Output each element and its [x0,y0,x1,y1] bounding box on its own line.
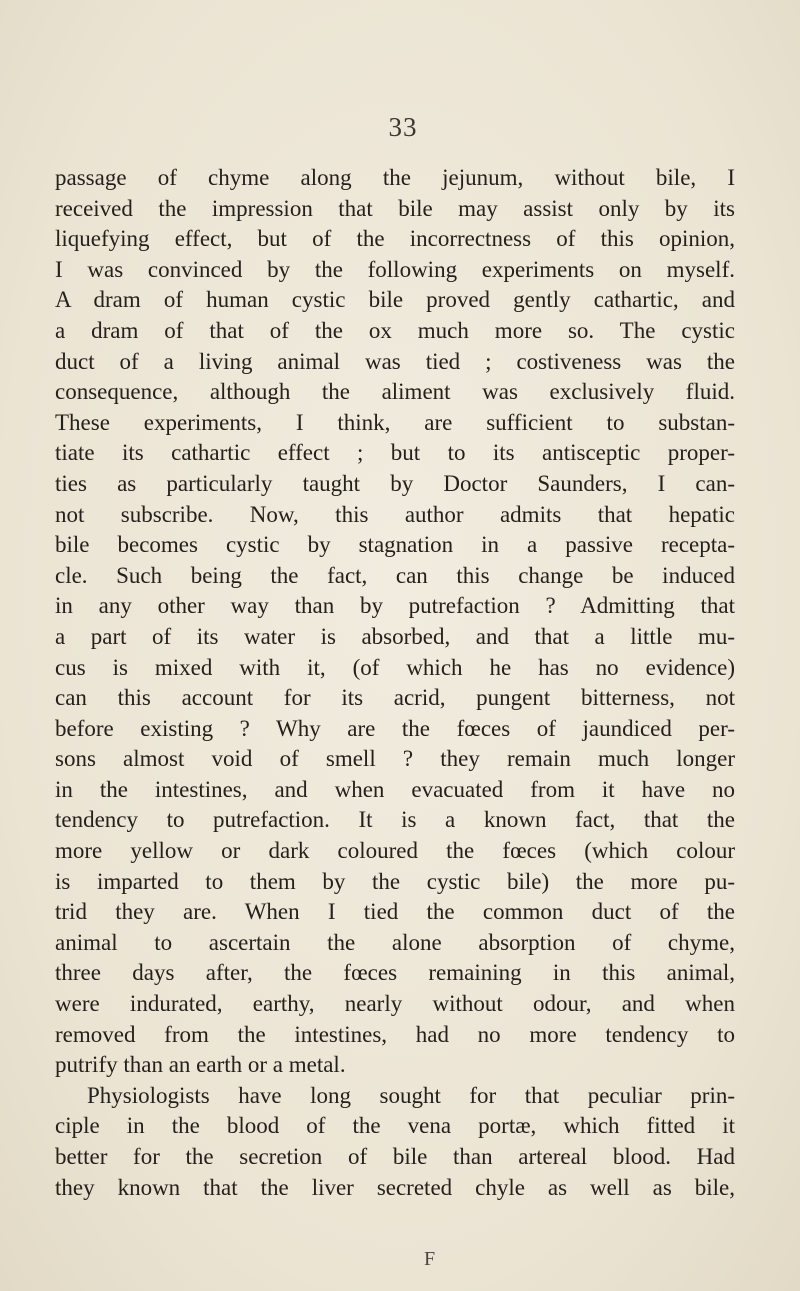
text-line: removed from the intestines, had no more tendency to [55,1021,735,1047]
text-line: A dram of human cystic bile proved gently cathartic, and [55,287,735,313]
text-line: three days after, the fœces remaining in this animal, [55,960,735,986]
text-line: liquefying effect, but of the incorrectness of this opinion, [55,226,735,252]
text-line: were indurated, earthy, nearly without odour, and when [55,991,735,1017]
text-line: passage of chyme along the jejunum, without bile, I [55,165,735,190]
text-line: duct of a living animal was tied ; costiveness was the [55,348,735,374]
paragraph-end-line: putrify than an earth or a metal. [55,1052,346,1078]
text-line: bile becomes cystic by stagnation in a passive recepta- [55,532,735,558]
text-line: ties as particularly taught by Doctor Saunders, I can- [55,470,735,496]
text-line: a part of its water is absorbed, and that a little mu- [55,623,735,649]
text-line: tendency to putrefaction. It is a known fact, that the [55,807,735,833]
text-line: I was convinced by the following experiments on myself. [55,256,735,282]
text-line: they known that the liver secreted chyle as well as bile, [55,1174,735,1200]
text-line: can this account for its acrid, pungent bitterness, not [55,685,735,711]
text-line: cle. Such being the fact, can this change be induced [55,562,735,588]
text-line: is imparted to them by the cystic bile) the more pu- [55,868,735,894]
paragraph-start-line: Physiologists have long sought for that peculiar prin- [87,1082,735,1108]
text-line: trid they are. When I tied the common duct of the [55,899,735,925]
text-line: better for the secretion of bile than artereal blood. Had [55,1144,735,1169]
text-line: not subscribe. Now, this author admits that hepatic [55,501,735,527]
text-line: more yellow or dark coloured the fœces (which colour [55,838,735,864]
text-line: received the impression that bile may assist only by its [55,195,735,221]
text-line: a dram of that of the ox much more so. The cystic [55,317,735,343]
text-line: tiate its cathartic effect ; but to its antisceptic proper- [55,440,735,466]
text-line: in any other way than by putrefaction ? Admitting that [55,593,735,619]
page-number: 33 [388,112,418,142]
text-line: animal to ascertain the alone absorption of chyme, [55,929,735,955]
text-line: These experiments, I think, are sufficient to substan- [55,409,735,435]
text-line: ciple in the blood of the vena portæ, which fitted it [55,1113,735,1139]
text-line: before existing ? Why are the fœces of jaundiced per- [55,715,735,741]
text-line: sons almost void of smell ? they remain much longer [55,746,735,772]
body-text [55,163,735,1203]
text-line: consequence, although the aliment was exclusively fluid. [55,379,735,405]
text-line: cus is mixed with it, (of which he has no evidence) [55,654,735,680]
text-line: in the intestines, and when evacuated from it have no [55,776,735,802]
signature-mark: F [424,1248,436,1270]
